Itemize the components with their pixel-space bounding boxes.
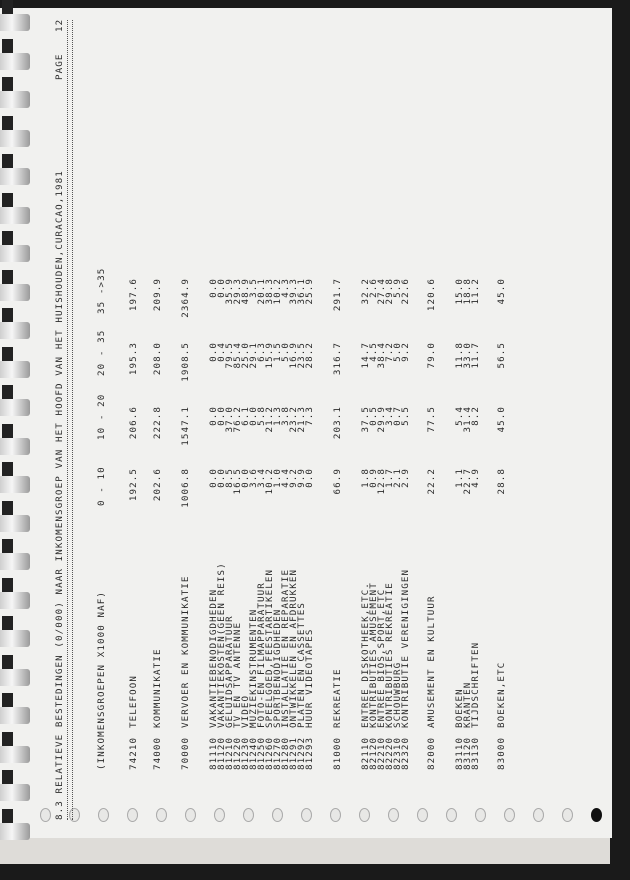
row-value: 11.7	[470, 342, 481, 369]
row-label: SPORTBENODIGDHEDEN	[272, 608, 283, 728]
row-label: AMUSEMENT EN KULTUUR	[426, 595, 437, 728]
row-value: 33.0	[462, 342, 473, 369]
row-label: KOMMUNIKATIE	[152, 648, 163, 728]
row-value: 22.7	[462, 468, 473, 495]
binding-ring	[0, 438, 30, 455]
binding-ring	[0, 245, 30, 262]
page-number: 12	[54, 18, 65, 32]
binding-ring	[0, 553, 30, 570]
row-value: 7.3	[304, 406, 315, 426]
row-value: 206.6	[128, 406, 139, 440]
column-header-10-20: 10 - 20	[96, 393, 107, 440]
row-value: 208.0	[152, 342, 163, 376]
row-value: 27.4	[376, 278, 387, 305]
binding-gap	[2, 578, 13, 592]
row-value: 0.7	[392, 406, 403, 426]
row-value: 21.2	[264, 406, 275, 433]
row-value: 85.4	[232, 342, 243, 369]
binding-gap	[2, 693, 13, 707]
scan-border	[612, 0, 630, 880]
row-value: 0.9	[368, 468, 379, 488]
row-code: 82320	[400, 736, 411, 770]
row-code: 83110	[454, 736, 465, 770]
row-value: 48.9	[240, 278, 251, 305]
binding-ring	[0, 515, 30, 532]
row-code: 82220	[384, 736, 395, 770]
binding-gap	[2, 501, 13, 515]
binding-gap	[2, 347, 13, 361]
binding-gap	[2, 0, 13, 14]
row-value: 23.5	[296, 342, 307, 369]
row-value: 4.9	[470, 468, 481, 488]
row-value: 0.0	[208, 406, 219, 426]
row-value: 6.1	[240, 406, 251, 426]
row-label: BOEKEN,ETC	[496, 661, 507, 728]
row-value: 28.2	[304, 342, 315, 369]
row-code: 82120	[368, 736, 379, 770]
report-title: 8.3 RELATIEVE BESTEDINGEN (0/000) NAAR INKOMENSGROEP VAN HET HOOFD VAN HET HUISHOUDEN,CURACAO,1981	[54, 170, 65, 820]
binding-ring	[0, 592, 30, 609]
row-value: 3.4	[384, 406, 395, 426]
row-value: 120.6	[426, 278, 437, 312]
row-value: 4.5	[368, 342, 379, 362]
row-code: 74000	[152, 736, 163, 770]
row-value: 9.2	[400, 342, 411, 362]
row-label: VIDEO	[240, 694, 251, 728]
row-value: 0.0	[240, 468, 251, 488]
binding-ring	[0, 361, 30, 378]
row-value: 79.0	[426, 342, 437, 369]
binding-gap	[2, 39, 13, 53]
binding-ring	[0, 630, 30, 647]
binding-gap	[2, 116, 13, 130]
row-value: 0.0	[208, 278, 219, 298]
binding-ring	[0, 476, 30, 493]
row-value: 316.7	[332, 342, 343, 376]
binding-ring	[0, 207, 30, 224]
row-value: 0.0	[216, 406, 227, 426]
row-label: KONTRIBUTIE VERENIGINGEN	[400, 568, 411, 728]
row-value: 0.5	[368, 406, 379, 426]
row-value: 10.2	[272, 278, 283, 305]
row-code: 82110	[360, 736, 371, 770]
row-value: 79.5	[224, 342, 235, 369]
binding-ring	[0, 823, 30, 840]
row-code: 83130	[470, 736, 481, 770]
row-value: 7.2	[384, 342, 395, 362]
row-value: 0.0	[216, 278, 227, 298]
row-code: 81270	[272, 736, 283, 770]
row-value: 21.3	[296, 406, 307, 433]
row-label: TV EN TV ANTENNE	[232, 621, 243, 728]
row-value: 25.0	[240, 342, 251, 369]
row-value: 22.2	[426, 468, 437, 495]
binding-ring	[0, 284, 30, 301]
row-label: KONTRIBUTIES AMUSEMENT	[368, 582, 379, 728]
binding-ring	[0, 53, 30, 70]
row-value: 1.3	[272, 406, 283, 426]
row-value: 28.8	[496, 468, 507, 495]
row-code: 81120	[216, 736, 227, 770]
row-value: 37.5	[360, 406, 371, 433]
row-value: 197.6	[128, 278, 139, 312]
row-code: 82000	[426, 736, 437, 770]
row-value: 18.8	[462, 278, 473, 305]
row-code: 81250	[256, 736, 267, 770]
row-value: 2.9	[400, 468, 411, 488]
row-value: 16.9	[288, 342, 299, 369]
row-value: 0.0	[208, 468, 219, 488]
row-value: 29.1	[248, 342, 259, 369]
binding-gap	[2, 770, 13, 784]
binding-gap	[2, 385, 13, 399]
row-label: BOEKEN	[454, 688, 465, 728]
row-code: 81000	[332, 736, 343, 770]
row-value: 9.9	[296, 468, 307, 488]
row-value: 209.9	[152, 278, 163, 312]
column-header-0-10: 0 - 10	[96, 466, 107, 506]
row-value: 203.1	[332, 406, 343, 440]
row-value: 0.4	[216, 342, 227, 362]
row-value: 195.3	[128, 342, 139, 376]
binding-gap	[2, 809, 13, 823]
binding-ring	[0, 168, 30, 185]
row-label: ENTREE DISKOTHEEK,ETC.	[360, 582, 371, 728]
row-value: 29.3	[232, 278, 243, 305]
row-value: 8.2	[470, 406, 481, 426]
row-value: 12.8	[376, 468, 387, 495]
row-value: 291.7	[332, 278, 343, 312]
row-value: 5.0	[280, 342, 291, 362]
binding-ring	[0, 746, 30, 763]
row-code: 74210	[128, 736, 139, 770]
row-value: 1908.5	[180, 342, 191, 382]
binding-gap	[2, 154, 13, 168]
row-code: 82210	[376, 736, 387, 770]
row-label: VERVOER EN KOMMUNIKATIE	[180, 575, 191, 728]
row-value: 1.0	[272, 468, 283, 488]
row-label: GELUIDSAPPARATUUR	[224, 615, 235, 728]
row-value: 1.8	[360, 468, 371, 488]
row-value: 2364.9	[180, 278, 191, 318]
row-code: 70000	[180, 736, 191, 770]
row-value: 29.8	[384, 278, 395, 305]
rotated-table-sheet	[50, 0, 610, 840]
row-value: 192.5	[128, 468, 139, 502]
row-value: 45.0	[496, 406, 507, 433]
row-value: 16.5	[232, 468, 243, 495]
row-value: 5.5	[400, 406, 411, 426]
row-value: 3.8	[280, 406, 291, 426]
row-value: 3.6	[248, 468, 259, 488]
row-value: 2.1	[392, 468, 403, 488]
row-label: SPEELGOED,FEESTARTIKELEN	[264, 568, 275, 728]
row-value: 11.2	[470, 278, 481, 305]
row-code: 81280	[280, 736, 291, 770]
row-value: 5.9	[392, 278, 403, 298]
binding-gap	[2, 424, 13, 438]
row-value: 22.6	[400, 278, 411, 305]
binding-gap	[2, 462, 13, 476]
binding-gap	[2, 193, 13, 207]
binding-ring	[0, 14, 30, 31]
row-value: 4.3	[280, 278, 291, 298]
row-value: 0.0	[208, 342, 219, 362]
row-value: 5.0	[392, 342, 403, 362]
binding-gap	[2, 732, 13, 746]
binding-ring	[0, 322, 30, 339]
row-label: TELEFOON	[128, 674, 139, 728]
binding-gap	[2, 616, 13, 630]
row-value: 1.1	[454, 468, 465, 488]
binding-gap	[2, 539, 13, 553]
row-value: 1006.8	[180, 468, 191, 508]
binding-ring	[0, 707, 30, 724]
row-label: PLATEN EN CASSETTES	[296, 602, 307, 728]
row-label: VAKANTIEBENODIGDHEDEN	[208, 588, 219, 728]
row-value: 38.3	[264, 278, 275, 305]
row-value: 4.4	[280, 468, 291, 488]
row-label: MUZIEKINSTRUMENTEN	[248, 608, 259, 728]
row-value: 11.8	[454, 342, 465, 369]
row-value: 3.5	[248, 278, 259, 298]
row-value: 1.5	[272, 342, 283, 362]
row-value: 15.9	[264, 342, 275, 369]
row-value: 15.0	[454, 278, 465, 305]
row-label: SCHOUWBURG	[392, 661, 403, 728]
row-value: 76.2	[232, 406, 243, 433]
binding-gap	[2, 655, 13, 669]
row-value: 14.7	[360, 342, 371, 369]
row-label: REKREATIE	[332, 668, 343, 728]
row-value: 25.9	[304, 278, 315, 305]
binding-ring	[0, 130, 30, 147]
row-code: 81240	[248, 736, 259, 770]
row-value: 23.2	[288, 406, 299, 433]
row-label: ONTWIKKELEN EN AFDRUKKEN	[288, 568, 299, 728]
binding-ring	[0, 399, 30, 416]
row-code: 81210	[224, 736, 235, 770]
title-underline	[67, 20, 73, 820]
column-header-20-35: 20 - 35	[96, 329, 107, 376]
row-value: 222.8	[152, 406, 163, 440]
row-value: 45.0	[496, 278, 507, 305]
row-code: 81110	[208, 736, 219, 770]
row-value: 0.0	[248, 406, 259, 426]
row-code: 83000	[496, 736, 507, 770]
row-label: HUUR VIDEOTAPES	[304, 628, 315, 728]
row-code: 81220	[232, 736, 243, 770]
row-code: 81291	[288, 736, 299, 770]
row-value: 37.0	[224, 406, 235, 433]
row-label: ENTREE BIOS,SPORT,ETC	[376, 588, 387, 728]
binding-gap	[2, 308, 13, 322]
row-value: 0.0	[304, 468, 315, 488]
row-value: 0.0	[216, 468, 227, 488]
row-value: 66.9	[332, 468, 343, 495]
row-value: 1.7	[384, 468, 395, 488]
column-header-35-plus: 35 ->35	[96, 267, 107, 314]
row-value: 56.5	[496, 342, 507, 369]
row-value: 36.1	[296, 278, 307, 305]
row-code: 82310	[392, 736, 403, 770]
income-group-label: (INKOMENSGROEPEN X1000 NAF)	[96, 590, 107, 770]
row-code: 81293	[304, 736, 315, 770]
binding-gap	[2, 231, 13, 245]
binding-gap	[2, 270, 13, 284]
row-label: FOTO-EN FILMAPPARATUUR	[256, 582, 267, 728]
row-value: 5.4	[454, 406, 465, 426]
page-label: PAGE	[54, 53, 65, 80]
row-label: VAKANTIEKOSTEN(GEEN REIS)	[216, 562, 227, 728]
row-value: 3.4	[256, 468, 267, 488]
binding-gap	[2, 77, 13, 91]
row-value: 77.5	[426, 406, 437, 433]
row-value: 202.6	[152, 468, 163, 502]
row-value: 38.4	[376, 342, 387, 369]
row-value: 39.3	[288, 278, 299, 305]
row-value: 20.1	[256, 278, 267, 305]
row-code: 83120	[462, 736, 473, 770]
binding-ring	[0, 91, 30, 108]
row-code: 81260	[264, 736, 275, 770]
row-value: 2.6	[368, 278, 379, 298]
spiral-binding	[0, 8, 30, 838]
row-code: 81292	[296, 736, 307, 770]
row-value: 10.2	[264, 468, 275, 495]
row-value: 29.9	[376, 406, 387, 433]
row-value: 31.4	[462, 406, 473, 433]
row-label: INSTALLATIE EN REPARATIE	[280, 568, 291, 728]
row-value: 35.9	[224, 278, 235, 305]
binding-ring	[0, 784, 30, 801]
page-stack-edge	[0, 838, 610, 864]
binding-ring	[0, 669, 30, 686]
row-value: 6.3	[256, 342, 267, 362]
row-code: 81230	[240, 736, 251, 770]
row-value: 32.2	[360, 278, 371, 305]
row-label: KRANTEN	[462, 681, 473, 728]
row-value: 8.5	[224, 468, 235, 488]
row-label: KONTRIBUTIES REKREATIE	[384, 582, 395, 728]
row-value: 1547.1	[180, 406, 191, 446]
row-value: 9.2	[288, 468, 299, 488]
row-label: TIJDSCHRIFTEN	[470, 641, 481, 728]
row-value: 5.8	[256, 406, 267, 426]
